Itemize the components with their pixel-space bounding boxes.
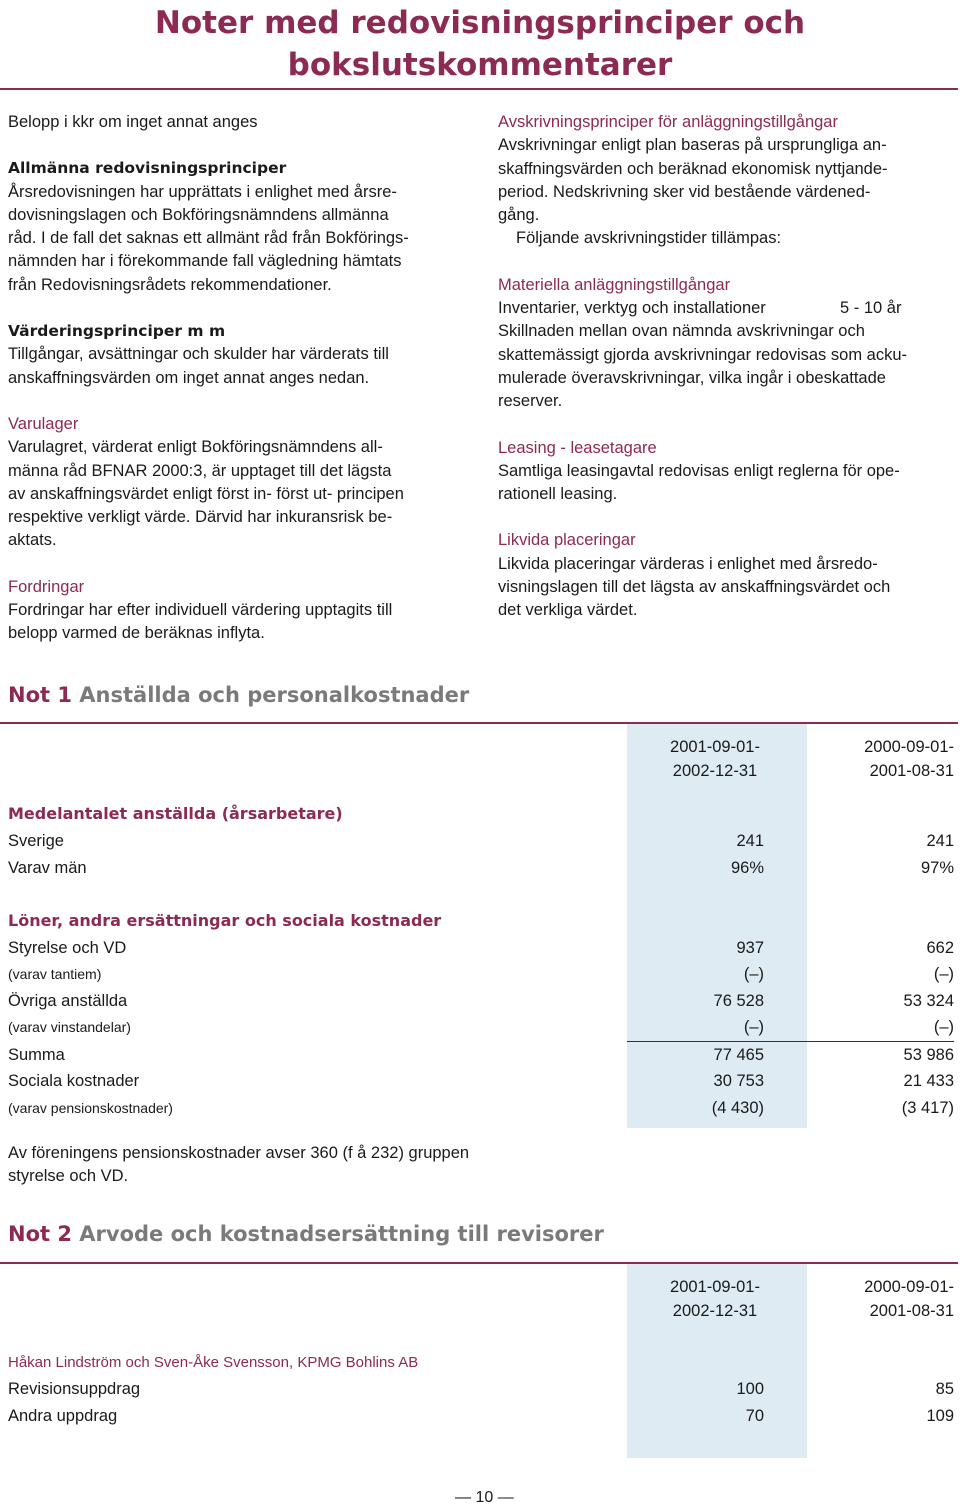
col2-header-line: 2001-08-31 <box>869 1302 954 1320</box>
likv-line: Likvida placeringar värderas i enlighet med årsredo- <box>498 554 878 573</box>
footnote-line: Av föreningens pensionskostnader avser 360 (f å 232) gruppen <box>8 1144 470 1162</box>
table-row <box>8 856 954 880</box>
row-value-previous: 241 <box>926 832 954 850</box>
footnote-line: styrelse och VD. <box>8 1167 129 1186</box>
not1-section-salaries: Löner, andra ersättningar och sociala kostnader <box>8 911 442 930</box>
col1-header-line: 2002-12-31 <box>672 1302 758 1320</box>
col2-header-line: 2000-09-01- <box>864 1278 954 1296</box>
row-label: Styrelse och VD <box>8 939 127 957</box>
row-value-previous: (–) <box>933 1018 954 1036</box>
col1-header-line: 2002-12-31 <box>672 762 758 780</box>
table-row <box>8 1015 954 1039</box>
row-label: (varav tantiem) <box>8 966 102 982</box>
vard-line: Tillgångar, avsättningar och skulder har värderats till <box>8 345 389 364</box>
not1-number: Not 1 <box>8 683 72 707</box>
row-value-previous: (–) <box>933 965 954 983</box>
row-value-previous: 85 <box>935 1380 954 1398</box>
allm-line: råd. I de fall det saknas ett allmänt råd från Bokförings- <box>8 229 409 248</box>
table-row <box>8 829 954 853</box>
row-value-previous: 662 <box>926 939 954 957</box>
row-value-current: 77 465 <box>713 1046 764 1064</box>
right-column <box>498 111 956 623</box>
avskr-line: skaffningsvärden och beräknad ekonomisk nyttjande- <box>498 159 888 178</box>
mat-line: skattemässigt gjorda avskrivningar redovisas som acku- <box>498 345 907 364</box>
row-value-current: 100 <box>736 1380 764 1398</box>
row-value-current: (–) <box>743 965 764 983</box>
varu-heading: Varulager <box>8 414 79 433</box>
ford-line: Fordringar har efter individuell värdering upptagits till <box>8 601 393 620</box>
varu-line: av anskaffningsvärdet enligt först in- först ut- principen <box>8 484 404 503</box>
table-row <box>8 989 954 1013</box>
row-label: Övriga anställda <box>8 992 128 1010</box>
not2-number: Not 2 <box>8 1222 72 1246</box>
not1-title <box>8 683 469 707</box>
table-row <box>8 1043 954 1067</box>
mat-years: 5 - 10 år <box>840 299 902 318</box>
leas-heading: Leasing - leasetagare <box>498 438 657 457</box>
vard-heading: Värderingsprinciper m m <box>8 322 226 341</box>
mat-item: Inventarier, verktyg och installationer <box>498 299 766 318</box>
row-value-previous: 109 <box>926 1407 954 1425</box>
row-value-previous: 21 433 <box>903 1072 954 1090</box>
table-row <box>8 1377 954 1401</box>
varu-line: Varulagret, värderat enligt Bokföringsnämndens all- <box>8 438 383 457</box>
row-value-previous: 53 324 <box>903 992 954 1010</box>
col1-header-line: 2001-09-01- <box>670 1278 760 1296</box>
mat-line: mulerade överavskrivningar, vilka ingår i obeskattade <box>498 368 886 387</box>
vard-line: anskaffningsvärden om inget annat anges nedan. <box>8 368 370 387</box>
mat-line: Skillnaden mellan ovan nämnda avskrivningar och <box>498 322 865 341</box>
table-row <box>8 962 954 986</box>
row-label: Summa <box>8 1046 65 1064</box>
page-number <box>455 1488 514 1508</box>
avskr-line: Avskrivningar enligt plan baseras på ursprungliga an- <box>498 136 887 155</box>
mat-line: reserver. <box>498 392 563 411</box>
row-value-previous: 97% <box>920 859 954 877</box>
table-row <box>8 1096 954 1120</box>
row-label: Varav män <box>8 859 87 877</box>
not2-heading: Arvode och kostnadsersättning till revisorer <box>79 1222 604 1246</box>
intro-text: Belopp i kkr om inget annat anges <box>8 113 258 131</box>
not2-title <box>8 1222 604 1246</box>
row-value-current: (4 430) <box>711 1099 764 1117</box>
avskr-line: gång. <box>498 206 540 225</box>
row-value-current: 241 <box>736 832 764 850</box>
not2-col2-header <box>802 1275 954 1323</box>
row-label: Sverige <box>8 832 64 850</box>
table-row <box>8 1069 954 1093</box>
sum-line <box>627 1041 954 1042</box>
mat-heading: Materiella anläggningstillgångar <box>498 275 731 294</box>
ford-heading: Fordringar <box>8 577 85 596</box>
row-value-current: 30 753 <box>713 1072 764 1090</box>
page-number-value: 10 <box>475 1489 494 1506</box>
row-value-previous: (3 417) <box>901 1099 954 1117</box>
not2-col1-header <box>640 1275 790 1323</box>
varu-line: aktats. <box>8 531 57 550</box>
row-value-current: 937 <box>736 939 764 957</box>
title-divider <box>0 88 958 90</box>
table-row <box>8 936 954 960</box>
not1-footnote <box>8 1142 608 1189</box>
varu-line: respektive verkligt värde. Därvid har inkuransrisk be- <box>8 508 393 527</box>
likv-heading: Likvida placeringar <box>498 531 636 550</box>
row-value-current: 96% <box>730 859 764 877</box>
not2-divider <box>0 1262 958 1264</box>
avskr-line: period. Nedskrivning sker vid bestående värdened- <box>498 182 871 201</box>
allm-heading: Allmänna redovisningsprinciper <box>8 159 287 178</box>
likv-line: det verkliga värdet. <box>498 601 638 620</box>
leas-line: Samtliga leasingavtal redovisas enligt reglerna för ope- <box>498 461 900 480</box>
row-label: Andra uppdrag <box>8 1407 118 1425</box>
not2-auditor: Håkan Lindström och Sven-Åke Svensson, KPMG Bohlins AB <box>8 1354 419 1371</box>
row-value-current: 76 528 <box>713 992 764 1010</box>
not1-heading: Anställda och personalkostnader <box>79 683 470 707</box>
row-label: Sociala kostnader <box>8 1072 140 1090</box>
left-column <box>8 111 478 646</box>
row-label: (varav vinstandelar) <box>8 1019 131 1035</box>
not1-current-column-shade <box>627 724 807 1128</box>
col1-header-line: 2001-09-01- <box>670 738 760 756</box>
ford-line: belopp varmed de beräknas inflyta. <box>8 624 265 643</box>
avskr-heading: Avskrivningsprinciper för anläggningstillgångar <box>498 113 838 131</box>
page-number-dash-right: — <box>493 1489 514 1506</box>
page-title <box>0 2 960 86</box>
col2-header-line: 2000-09-01- <box>864 738 954 756</box>
row-value-current: (–) <box>743 1018 764 1036</box>
not1-col1-header <box>640 735 790 783</box>
not1-section-employees: Medelantalet anställda (årsarbetare) <box>8 804 343 823</box>
allm-line: från Redovisningsrådets rekommendationer. <box>8 275 332 294</box>
avskr-tider: Följande avskrivningstider tillämpas: <box>516 229 782 248</box>
page-title-line2: bokslutskommentarer <box>287 47 673 83</box>
table-row <box>8 1404 954 1428</box>
row-value-previous: 53 986 <box>903 1046 954 1064</box>
mat-item-row <box>498 297 956 320</box>
likv-line: visningslagen till det lägsta av anskaffningsvärdet och <box>498 578 891 597</box>
not1-divider <box>0 722 958 724</box>
row-label: Revisionsuppdrag <box>8 1380 141 1398</box>
allm-line: nämnden har i förekommande fall vägledning hämtats <box>8 252 402 271</box>
leas-line: rationell leasing. <box>498 485 618 504</box>
col2-header-line: 2001-08-31 <box>869 762 954 780</box>
not1-col2-header <box>802 735 954 783</box>
page-title-line1: Noter med redovisningsprinciper och <box>154 5 806 41</box>
page-number-dash-left: — <box>455 1489 476 1506</box>
allm-line: Årsredovisningen har upprättats i enlighet med årsre- <box>8 182 397 201</box>
row-value-current: 70 <box>745 1407 764 1425</box>
varu-line: männa råd BFNAR 2000:3, är upptaget till det lägsta <box>8 461 392 480</box>
allm-line: dovisningslagen och Bokföringsnämndens allmänna <box>8 205 389 224</box>
row-label: (varav pensionskostnader) <box>8 1100 173 1116</box>
